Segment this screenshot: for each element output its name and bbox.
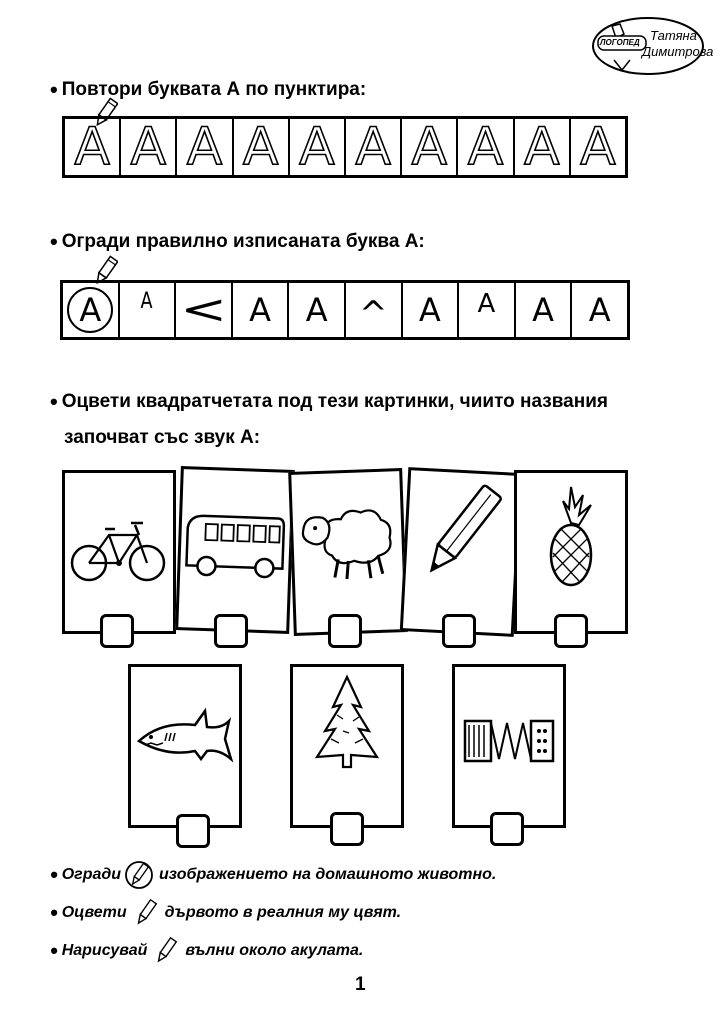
trace-letter-row: [62, 116, 628, 178]
trace-cell[interactable]: A: [121, 119, 177, 175]
letter-choice-cell[interactable]: A: [403, 283, 460, 337]
trace-cell[interactable]: A: [515, 119, 571, 175]
logo-text-2: Татяна: [650, 28, 697, 43]
letter-choice-cell[interactable]: A: [588, 291, 611, 329]
bus-icon: [180, 469, 292, 593]
picture-card-pencil: [400, 467, 522, 637]
letter-choice-cell[interactable]: A: [289, 283, 346, 337]
logo-text-3: Димитрова: [642, 44, 714, 59]
answer-checkbox[interactable]: [176, 814, 210, 848]
shark-icon: [131, 667, 239, 787]
picture-card-bicycle: [62, 470, 176, 634]
letter-choice-cell[interactable]: A: [233, 283, 290, 337]
answer-checkbox[interactable]: [214, 614, 248, 648]
trace-cell[interactable]: A: [65, 119, 121, 175]
trace-cell[interactable]: A: [580, 117, 616, 177]
letter-choice-row: [60, 280, 630, 340]
trace-cell[interactable]: A: [402, 119, 458, 175]
answer-checkbox[interactable]: [328, 614, 362, 648]
picture-card-bus: [175, 466, 295, 634]
task1-heading: • Повтори буквата А по пунктира:: [50, 77, 367, 102]
letter-choice-cell[interactable]: <: [176, 283, 233, 337]
task3-heading-continued: започват със звук А:: [64, 427, 261, 448]
answer-checkbox[interactable]: [490, 812, 524, 846]
logo-text-1: ЛОГОПЕД: [600, 38, 640, 47]
tree-icon: [293, 667, 401, 787]
trace-cell[interactable]: A: [177, 119, 233, 175]
sheep-icon: [291, 471, 403, 595]
trace-cell[interactable]: A: [290, 119, 346, 175]
pencil-icon: [405, 470, 519, 595]
trace-cell[interactable]: A: [346, 119, 402, 175]
page-number: 1: [355, 974, 366, 995]
instruction-circle-pet: • Огради изображението на домашното животно.: [50, 860, 496, 890]
pineapple-icon: [517, 473, 625, 593]
trace-cell[interactable]: A: [234, 119, 290, 175]
trace-cell[interactable]: A: [458, 119, 514, 175]
answer-checkbox[interactable]: [442, 614, 476, 648]
instruction-color-tree: • Оцвети дървото в реалния му цвят.: [50, 898, 401, 928]
task2-heading: • Огради правилно изписаната буква А:: [50, 229, 425, 254]
accordion-icon: [455, 667, 563, 787]
letter-choice-cell[interactable]: [63, 283, 120, 337]
circled-letter: A: [67, 287, 113, 333]
letter-choice-cell[interactable]: ^: [346, 283, 403, 337]
letter-choice-cell[interactable]: A: [459, 283, 516, 337]
author-logo: [590, 14, 714, 78]
picture-card-shark: [128, 664, 242, 828]
picture-card-pineapple: [514, 470, 628, 634]
letter-choice-cell[interactable]: A: [120, 283, 177, 337]
picture-card-accordion: [452, 664, 566, 828]
picture-card-sheep: [288, 468, 408, 636]
pencil-icon: [127, 898, 165, 928]
answer-checkbox[interactable]: [100, 614, 134, 648]
bicycle-icon: [65, 473, 173, 593]
letter-choice-cell[interactable]: A: [516, 283, 573, 337]
answer-checkbox[interactable]: [554, 614, 588, 648]
instruction-draw-waves: • Нарисувай вълни около акулата.: [50, 936, 363, 966]
pencil-icon: [147, 936, 185, 966]
picture-card-tree: [290, 664, 404, 828]
answer-checkbox[interactable]: [330, 812, 364, 846]
task3-heading: • Оцвети квадратчетата под тези картинки, чиито названия: [50, 389, 608, 414]
circled-pencil-icon: [121, 860, 159, 890]
